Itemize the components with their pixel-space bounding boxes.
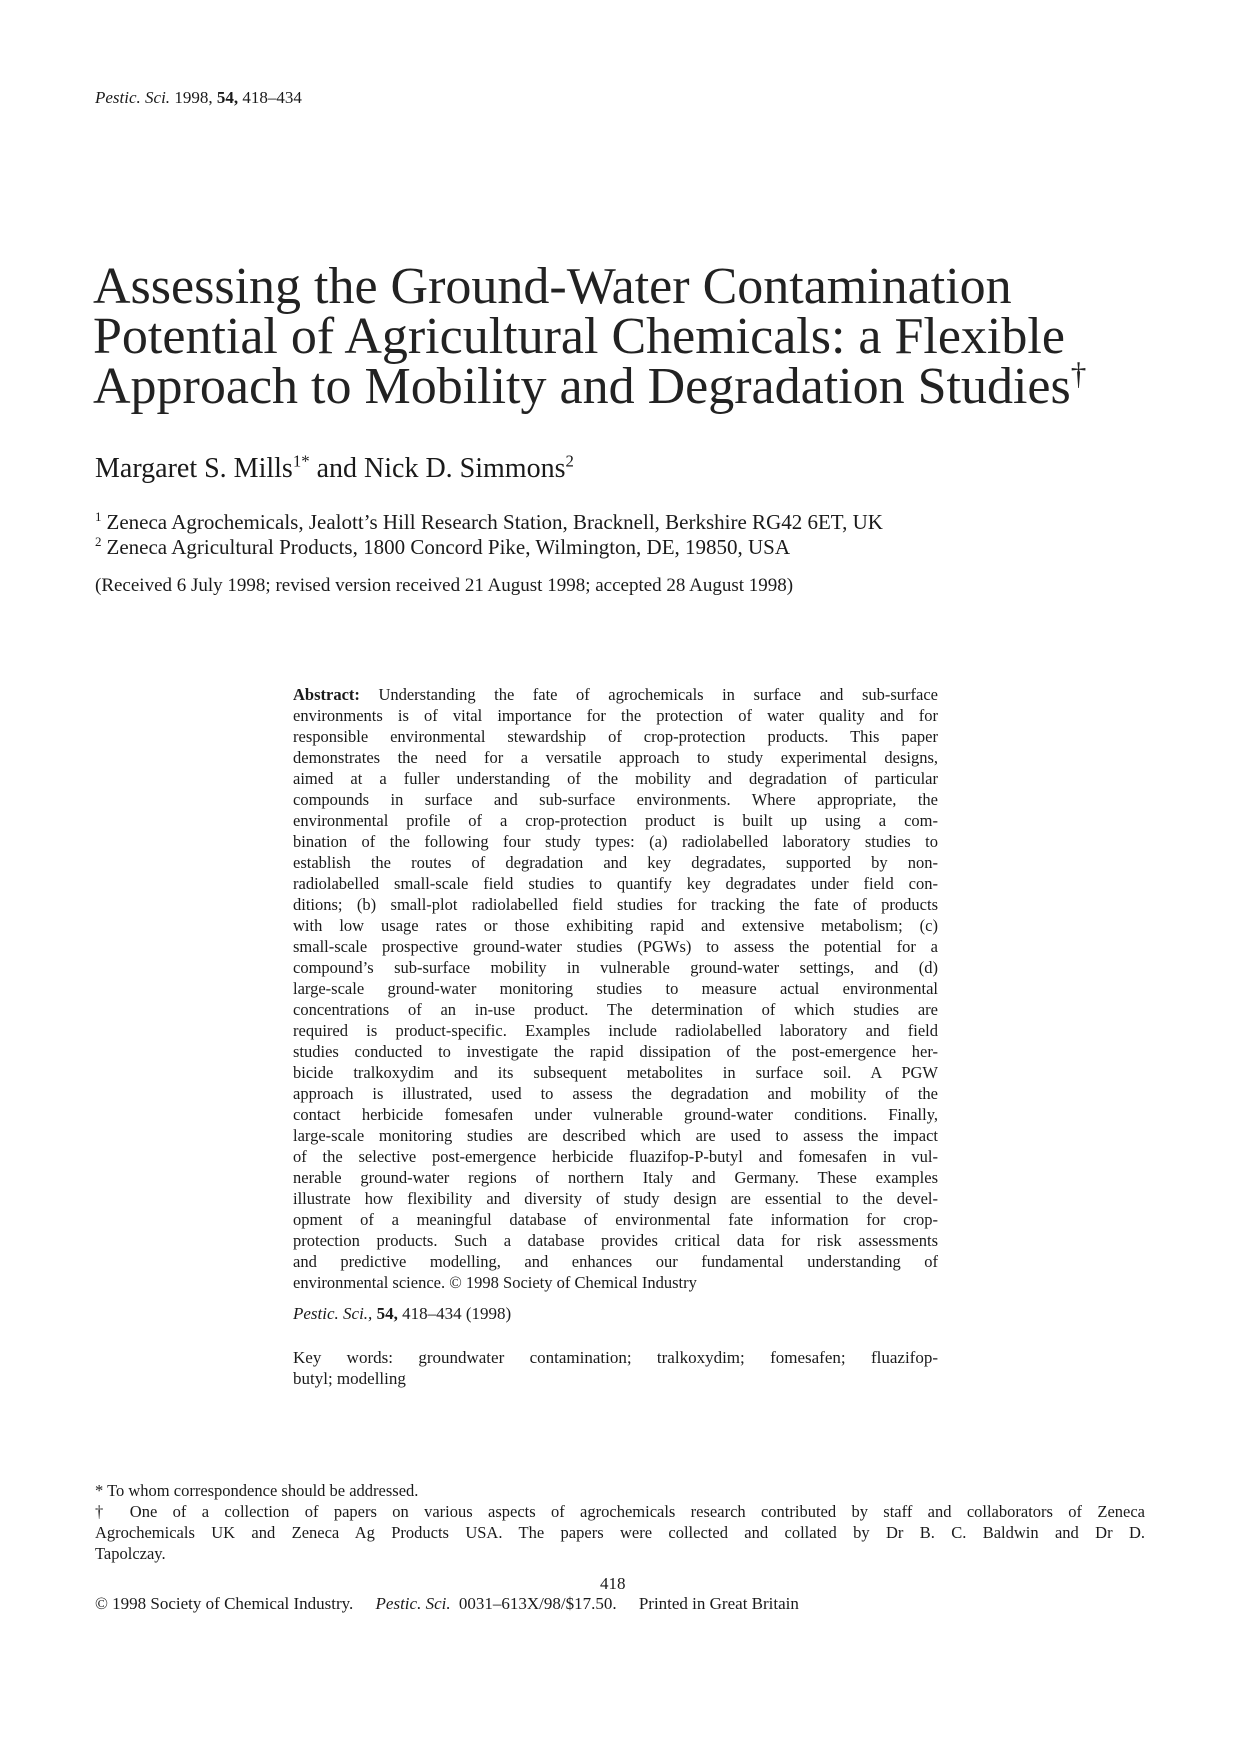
abstract-line: large-scale ground-water monitoring studies to measure actual environmental: [293, 979, 938, 998]
affiliation-2-num: 2: [95, 534, 102, 549]
abstract-line: aimed at a fuller understanding of the mobility and degradation of particular: [293, 769, 938, 788]
running-head: [95, 88, 302, 108]
abstract-line: and predictive modelling, and enhances our fundamental understanding of: [293, 1252, 938, 1271]
running-head-year: 1998,: [174, 88, 213, 107]
author-1: Margaret S. Mills: [95, 453, 293, 484]
abstract-line: environmental profile of a crop-protection product is built up using a com-: [293, 811, 938, 830]
title-line-2: Potential of Agricultural Chemicals: a Flexible: [93, 308, 1065, 365]
affiliations: [95, 510, 883, 560]
citation-pages: 418–434 (1998): [402, 1304, 512, 1323]
abstract-line: small-scale prospective ground-water studies (PGWs) to assess the potential for a: [293, 937, 938, 956]
author-joiner: and: [309, 453, 365, 484]
footnote-dagger-line: Tapolczay.: [95, 1544, 166, 1563]
author-list: [95, 453, 574, 485]
abstract-line: responsible environmental stewardship of crop-protection products. This paper: [293, 727, 938, 746]
abstract-line: bination of the following four study types: (a) radiolabelled laboratory studies to: [293, 832, 938, 851]
abstract-line: compounds in surface and sub-surface environments. Where appropriate, the: [293, 790, 938, 809]
footnote-dagger-line: Agrochemicals UK and Zeneca Ag Products USA. The papers were collected and collated by Dr B. C. Baldwin and Dr D.: [95, 1523, 1145, 1542]
affiliation-1: [95, 510, 883, 535]
abstract-line: compound’s sub-surface mobility in vulnerable ground-water settings, and (d): [293, 958, 938, 977]
copyright-notice: © 1998 Society of Chemical Industry.: [95, 1594, 354, 1613]
affiliation-2-text: Zeneca Agricultural Products, 1800 Concord Pike, Wilmington, DE, 19850, USA: [106, 535, 791, 559]
keywords: [293, 1347, 938, 1389]
abstract-line: studies conducted to investigate the rapid dissipation of the post-emergence her-: [293, 1042, 938, 1061]
abstract-line: required is product-specific. Examples include radiolabelled laboratory and field: [293, 1021, 938, 1040]
abstract-line: of the selective post-emergence herbicide fluazifop-P-butyl and fomesafen in vul-: [293, 1147, 938, 1166]
affiliation-1-num: 1: [95, 509, 102, 524]
abstract-line-text: Understanding the fate of agrochemicals in surface and sub-surface: [378, 685, 939, 704]
abstract-line: radiolabelled small-scale field studies to quantify key degradates under field con-: [293, 874, 938, 893]
abstract-line: demonstrates the need for a versatile approach to study experimental designs,: [293, 748, 938, 767]
paper-title: [93, 258, 1153, 415]
abstract-line: bicide tralkoxydim and its subsequent metabolites in surface soil. A PGW: [293, 1063, 938, 1082]
author-2: Nick D. Simmons: [364, 453, 566, 484]
copyright-issn: 0031–613X/98/$17.50.: [458, 1594, 617, 1613]
author-2-mark: 2: [565, 451, 574, 471]
citation: [293, 1304, 511, 1324]
footnote-dagger-line: † One of a collection of papers on various aspects of agrochemicals research contributed by staff and collaborators of Zeneca: [95, 1502, 1145, 1521]
received-dates: (Received 6 July 1998; revised version received 21 August 1998; accepted 28 August 1998): [95, 575, 794, 596]
copyright-journal: Pestic. Sci.: [375, 1594, 451, 1613]
title-line-3-text: Approach to Mobility and Degradation Studies: [93, 358, 1071, 415]
abstract-line: nerable ground-water regions of northern Italy and Germany. These examples: [293, 1168, 938, 1187]
affiliation-1-text: Zeneca Agrochemicals, Jealott’s Hill Research Station, Bracknell, Berkshire RG42 6ET, UK: [106, 510, 883, 534]
citation-volume: 54,: [376, 1304, 398, 1323]
copyright-printed: Printed in Great Britain: [638, 1594, 799, 1613]
footnote-correspondence: * To whom correspondence should be addressed.: [95, 1481, 419, 1500]
keywords-line: Key words: groundwater contamination; tralkoxydim; fomesafen; fluazifop-: [293, 1348, 938, 1367]
abstract-line: ditions; (b) small-plot radiolabelled field studies for tracking the fate of products: [293, 895, 938, 914]
abstract-line: environmental science. © 1998 Society of Chemical Industry: [293, 1273, 697, 1292]
abstract-line: concentrations of an in-use product. The determination of which studies are: [293, 1000, 938, 1019]
citation-journal: Pestic. Sci.,: [293, 1304, 373, 1323]
abstract-line: illustrate how flexibility and diversity of study design are essential to the devel-: [293, 1189, 938, 1208]
title-dagger: †: [1070, 356, 1087, 392]
abstract-line: environments is of vital importance for the protection of water quality and for: [293, 706, 938, 725]
abstract-line: contact herbicide fomesafen under vulnerable ground-water conditions. Finally,: [293, 1105, 938, 1124]
abstract-line: large-scale monitoring studies are described which are used to assess the impact: [293, 1126, 938, 1145]
affiliation-2: [95, 535, 883, 560]
copyright-bar: [95, 1594, 817, 1614]
author-1-mark: 1*: [292, 451, 310, 471]
running-head-journal: Pestic. Sci.: [95, 88, 171, 107]
running-head-pages: 418–434: [242, 88, 302, 107]
abstract-label: Abstract:: [293, 685, 360, 704]
title-line-1: Assessing the Ground-Water Contamination: [93, 258, 1012, 315]
abstract-line: protection products. Such a database provides critical data for risk assessments: [293, 1231, 938, 1250]
title-line-3: [93, 356, 1153, 415]
page-number: 418: [600, 1574, 626, 1593]
footnotes: [95, 1480, 1145, 1564]
keywords-line: butyl; modelling: [293, 1369, 406, 1388]
abstract-line: establish the routes of degradation and key degradates, supported by non-: [293, 853, 938, 872]
abstract-line: [293, 684, 938, 705]
abstract-line: opment of a meaningful database of environmental fate information for crop-: [293, 1210, 938, 1229]
abstract-line: approach is illustrated, used to assess the degradation and mobility of the: [293, 1084, 938, 1103]
abstract-line: with low usage rates or those exhibiting rapid and extensive metabolism; (c): [293, 916, 938, 935]
abstract: [293, 684, 938, 1293]
running-head-volume: 54,: [216, 88, 239, 107]
